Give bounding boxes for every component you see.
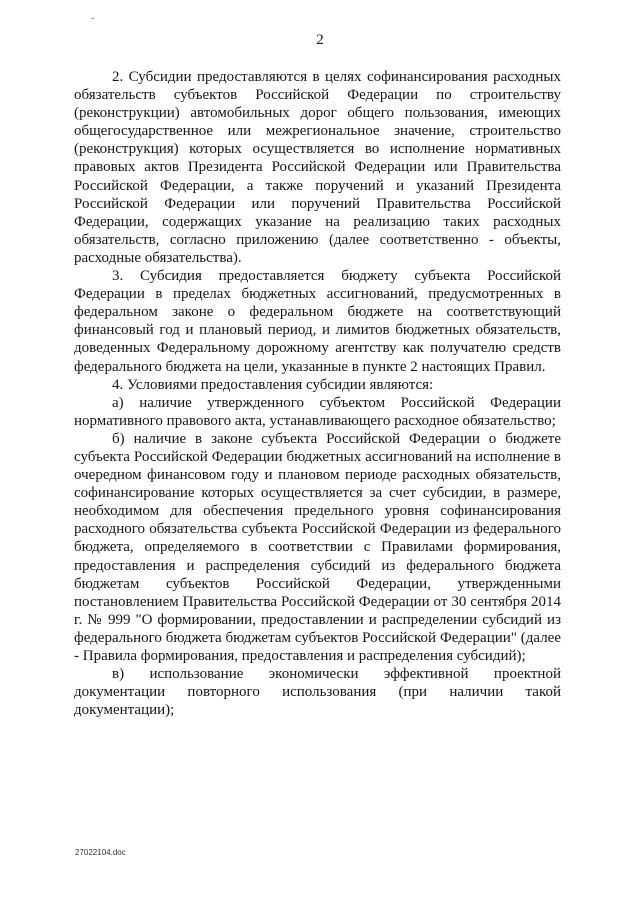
document-body: [74, 68, 561, 719]
paragraph-3-subsidy-provision: 3. Субсидия предоставляется бюджету субъекта Российской Федерации в пределах бюджетных ассигнований, предусмотренных в федеральном законе о федеральном бюджете на соответствующий финансовый год и плановый период, и лимитов бюджетных обязательств, доведенных Федеральному дорожному агентству как получателю средств федерального бюджета на цели, указанные в пункте 2 настоящих Правил.: [74, 268, 561, 375]
condition-b: б) наличие в законе субъекта Российской Федерации о бюджете субъекта Российской Федерации бюджетных ассигнований на исполнение в очередном финансовом году и плановом периоде расходных обязательств, софинансирование которых осуществляется за счет субсидии, в размере, необходимом для обеспечения предельного уровня софинансирования расходного обязательства субъекта Российской Федерации из федерального бюджета, определяемого в соответствии с Правилами формирования, предоставления и распределения субсидий из федерального бюджета бюджетам субъектов Российской Федерации, утвержденными постановлением Правительства Российской Федерации от 30 сентября 2014 г. № 999 "О формировании, предоставлении и распределении субсидий из федерального бюджета бюджетам субъектов Российской Федерации" (далее - Правила формирования, предоставления и распределения субсидий);: [74, 430, 561, 664]
paragraph-4-conditions-heading: 4. Условиями предоставления субсидии являются:: [112, 376, 434, 393]
page-number: 2: [316, 32, 324, 48]
file-name-footer: 27022104.doc: [75, 848, 126, 857]
scan-mark: [91, 18, 94, 19]
paragraph-2-subsidies-purpose: 2. Субсидии предоставляются в целях софинансирования расходных обязательств субъектов Российской Федерации по строительству (реконструкции) автомобильных дорог общего пользования, имеющих общегосударственное или межрегиональное значение, строительство (реконструкция) которых осуществляется во исполнение нормативных правовых актов Президента Российской Федерации или Правительства Российской Федерации, а также поручений и указаний Президента Российской Федерации или поручений Правительства Российской Федерации, содержащих указание на реализацию таких расходных обязательств, согласно приложению (далее соответственно - объекты, расходные обязательства).: [74, 69, 561, 266]
condition-v: в) использование экономически эффективной проектной документации повторного использования (при наличии такой документации);: [74, 666, 561, 719]
condition-a: а) наличие утвержденного субъектом Российской Федерации нормативного правового акта, устанавливающего расходное обязательство;: [74, 394, 561, 429]
